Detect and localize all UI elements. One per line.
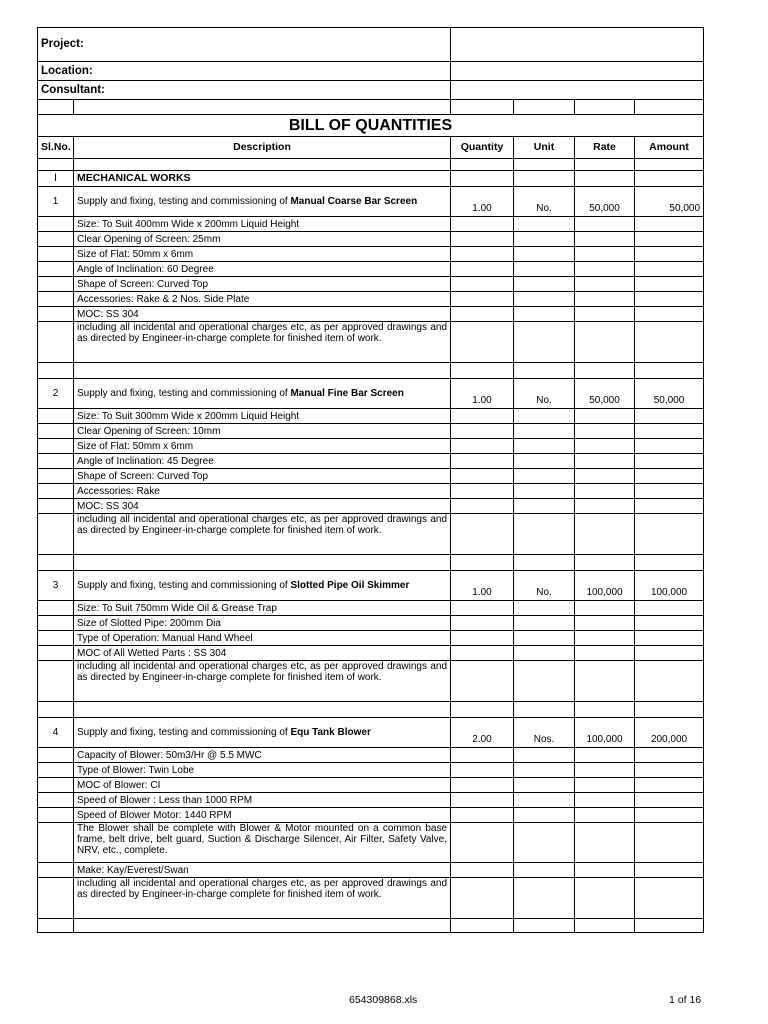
- spec-row: [38, 808, 704, 823]
- spec-row: [38, 307, 704, 322]
- item-quantity: 1.00: [451, 379, 514, 409]
- spec-text: Shape of Screen: Curved Top: [74, 277, 451, 292]
- project-row: [38, 28, 704, 62]
- col-description: Description: [74, 137, 451, 159]
- item-rate: 50,000: [575, 187, 635, 217]
- spec-row: [38, 292, 704, 307]
- item-number: 1: [38, 187, 74, 217]
- incidental-text: including all incidental and operational charges etc, as per approved drawings and as directed by Engineer-in-charge complete for finished item of work.: [74, 661, 451, 702]
- item-description-name: Manual Coarse Bar Screen: [290, 196, 418, 207]
- spec-text: Make: Kay/Everest/Swan: [74, 863, 451, 878]
- incidental-text: including all incidental and operational charges etc, as per approved drawings and as directed by Engineer-in-charge complete for finished item of work.: [74, 322, 451, 363]
- item-description: [74, 379, 451, 409]
- item-unit: No.: [514, 571, 575, 601]
- spec-row: [38, 217, 704, 232]
- item-rate: 50,000: [575, 379, 635, 409]
- item-description: [74, 718, 451, 748]
- spacer-row: [38, 555, 704, 571]
- spec-row: [38, 646, 704, 661]
- spec-row: [38, 232, 704, 247]
- item-quantity: 2.00: [451, 718, 514, 748]
- spec-row: [38, 424, 704, 439]
- page-title: BILL OF QUANTITIES: [38, 115, 704, 137]
- spec-text: Size: To Suit 300mm Wide x 200mm Liquid Height: [74, 409, 451, 424]
- spec-row: [38, 863, 704, 878]
- spec-row: [38, 601, 704, 616]
- item-description-name: Slotted Pipe Oil Skimmer: [290, 580, 410, 591]
- spacer-row: [38, 919, 704, 933]
- incidental-row: [38, 322, 704, 363]
- item-row: [38, 571, 704, 601]
- spec-row: [38, 484, 704, 499]
- spec-row: [38, 247, 704, 262]
- spec-row: [38, 469, 704, 484]
- location-row: [38, 62, 704, 81]
- item-row: [38, 379, 704, 409]
- spec-row: [38, 277, 704, 292]
- spacer-row: [38, 159, 704, 171]
- spec-text: Clear Opening of Screen: 10mm: [74, 424, 451, 439]
- item-amount: 50,000: [635, 379, 704, 409]
- spec-text: Type of Operation: Manual Hand Wheel: [74, 631, 451, 646]
- section-row: [38, 171, 704, 187]
- incidental-text: including all incidental and operational charges etc, as per approved drawings and as directed by Engineer-in-charge complete for finished item of work.: [74, 878, 451, 919]
- section-number: I: [38, 171, 74, 187]
- item-unit: Nos.: [514, 718, 575, 748]
- spec-text: Accessories: Rake: [74, 484, 451, 499]
- consultant-row: [38, 81, 704, 100]
- spec-row: [38, 439, 704, 454]
- footer-page-number: 1 of 16: [669, 994, 702, 1006]
- spec-text: Clear Opening of Screen: 25mm: [74, 232, 451, 247]
- incidental-row: [38, 661, 704, 702]
- item-description-prefix: Supply and fixing, testing and commissioning of: [77, 580, 291, 591]
- col-rate: Rate: [575, 137, 635, 159]
- spec-row: [38, 778, 704, 793]
- item-number: 2: [38, 379, 74, 409]
- spec-text: Size of Flat: 50mm x 6mm: [74, 247, 451, 262]
- item-amount: 100,000: [635, 571, 704, 601]
- consultant-label: Consultant:: [38, 81, 451, 100]
- spec-text: Angle of Inclination: 45 Degree: [74, 454, 451, 469]
- title-row: [38, 115, 704, 137]
- spec-text: Speed of Blower Motor: 1440 RPM: [74, 808, 451, 823]
- item-description-name: Equ Tank Blower: [290, 727, 371, 738]
- item-description-prefix: Supply and fixing, testing and commissioning of: [77, 727, 291, 738]
- incidental-row: [38, 514, 704, 555]
- col-quantity: Quantity: [451, 137, 514, 159]
- item-description-prefix: Supply and fixing, testing and commissioning of: [77, 196, 291, 207]
- item-description: [74, 187, 451, 217]
- item-rate: 100,000: [575, 718, 635, 748]
- spec-text: Size of Flat: 50mm x 6mm: [74, 439, 451, 454]
- col-unit: Unit: [514, 137, 575, 159]
- incidental-text: including all incidental and operational charges etc, as per approved drawings and as directed by Engineer-in-charge complete for finished item of work.: [74, 514, 451, 555]
- spec-row: [38, 499, 704, 514]
- spec-text: MOC of Blower: CI: [74, 778, 451, 793]
- item-description: [74, 571, 451, 601]
- spec-row: [38, 409, 704, 424]
- spec-text: Shape of Screen: Curved Top: [74, 469, 451, 484]
- spec-row: [38, 823, 704, 863]
- item-number: 3: [38, 571, 74, 601]
- footer-filename: 654309868.xls: [349, 994, 418, 1006]
- spec-text: Speed of Blower : Less than 1000 RPM: [74, 793, 451, 808]
- item-rate: 100,000: [575, 571, 635, 601]
- spec-row: [38, 454, 704, 469]
- spec-row: [38, 763, 704, 778]
- spec-text: Type of Blower: Twin Lobe: [74, 763, 451, 778]
- items-body: [38, 187, 704, 933]
- item-row: [38, 718, 704, 748]
- spec-text: MOC: SS 304: [74, 307, 451, 322]
- spec-row: [38, 748, 704, 763]
- spacer-row: [38, 100, 704, 115]
- spec-row: [38, 262, 704, 277]
- location-value[interactable]: [451, 62, 704, 81]
- col-slno: Sl.No.: [38, 137, 74, 159]
- project-value[interactable]: [451, 28, 704, 62]
- item-unit: No.: [514, 187, 575, 217]
- item-amount: 50,000: [635, 187, 704, 217]
- item-quantity: 1.00: [451, 571, 514, 601]
- item-quantity: 1.00: [451, 187, 514, 217]
- spec-text: The Blower shall be complete with Blower & Motor mounted on a common base frame, belt drive, belt guard, Suction & Discharge Silencer, Air Filter, Safety Valve, NRV, etc., complete.: [74, 823, 451, 863]
- spec-text: MOC of All Wetted Parts : SS 304: [74, 646, 451, 661]
- item-description-prefix: Supply and fixing, testing and commissioning of: [77, 388, 291, 399]
- spacer-row: [38, 702, 704, 718]
- incidental-row: [38, 878, 704, 919]
- consultant-value[interactable]: [451, 81, 704, 100]
- col-amount: Amount: [635, 137, 704, 159]
- spec-text: Size of Slotted Pipe: 200mm Dia: [74, 616, 451, 631]
- spec-text: Size: To Suit 400mm Wide x 200mm Liquid Height: [74, 217, 451, 232]
- spec-row: [38, 793, 704, 808]
- item-unit: No.: [514, 379, 575, 409]
- item-amount: 200,000: [635, 718, 704, 748]
- location-label: Location:: [38, 62, 451, 81]
- item-number: 4: [38, 718, 74, 748]
- item-row: [38, 187, 704, 217]
- column-header-row: [38, 137, 704, 159]
- spec-text: Accessories: Rake & 2 Nos. Side Plate: [74, 292, 451, 307]
- spec-row: [38, 631, 704, 646]
- section-title: MECHANICAL WORKS: [74, 171, 451, 187]
- item-description-name: Manual Fine Bar Screen: [290, 388, 404, 399]
- project-label: Project:: [38, 28, 451, 62]
- spec-row: [38, 616, 704, 631]
- spec-text: MOC: SS 304: [74, 499, 451, 514]
- spacer-row: [38, 363, 704, 379]
- spec-text: Capacity of Blower: 50m3/Hr @ 5.5 MWC: [74, 748, 451, 763]
- spec-text: Angle of Inclination: 60 Degree: [74, 262, 451, 277]
- spec-text: Size: To Suit 750mm Wide Oil & Grease Trap: [74, 601, 451, 616]
- boq-table: [37, 27, 704, 933]
